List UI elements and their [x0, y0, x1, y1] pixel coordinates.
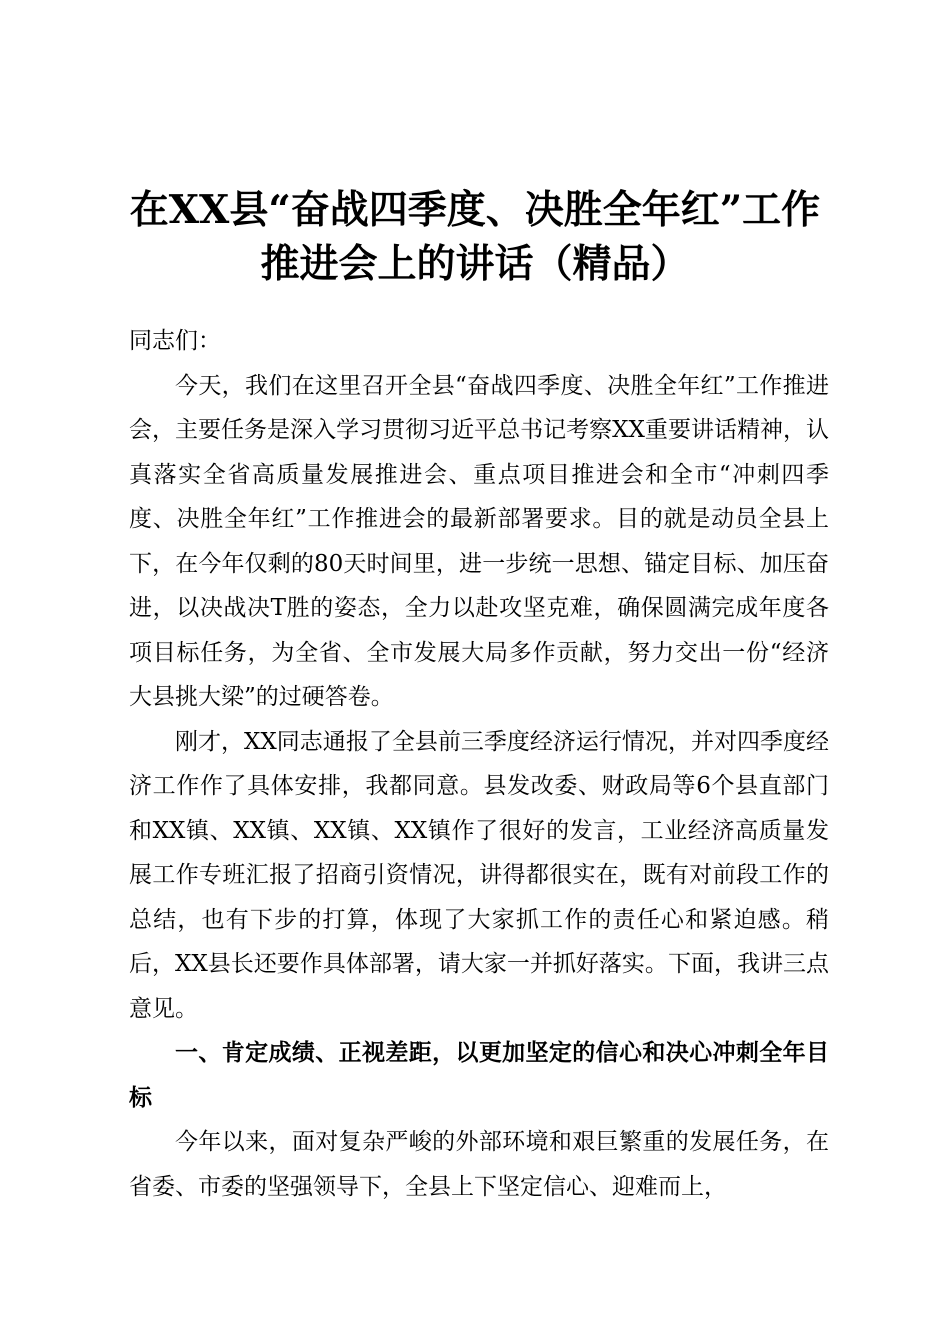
section-heading: 一、肯定成绩、正视差距，以更加坚定的信心和决心冲刺全年目标 — [129, 1039, 829, 1111]
document-body — [129, 319, 829, 1209]
paragraph-section-1: 今年以来，面对复杂严峻的外部环境和艰巨繁重的发展任务，在省委、市委的坚强领导下，全县上下坚定信心、迎难而上， — [129, 1129, 829, 1200]
title-line-1: 在XX县“奋战四季度、决胜全年红”工作 — [129, 187, 821, 233]
paragraph-review: 刚才，XX同志通报了全县前三季度经济运行情况，并对四季度经济工作作了具体安排，我都同意。县发改委、财政局等6个县直部门和XX镇、XX镇、XX镇、XX镇作了很好的发言，工业经济高质量发展工作专班汇报了招商引资情况，讲得都很实在，既有对前段工作的总结，也有下步的打算，体现了大家抓工作的责任心和紧迫感。稍后，XX县长还要作具体部署，请大家一并抓好落实。下面，我讲三点意见。 — [129, 728, 829, 1022]
document-title — [100, 183, 850, 291]
salutation: 同志们： — [129, 328, 221, 354]
paragraph-intro: 今天，我们在这里召开全县“奋战四季度、决胜全年红”工作推进会，主要任务是深入学习贯彻习近平总书记考察XX重要讲话精神，认真落实全省高质量发展推进会、重点项目推进会和全市“冲刺四季度、决胜全年红”工作推进会的最新部署要求。目的就是动员全县上下，在今年仅剩的80天时间里，进一步统一思想、锚定目标、加压奋进，以决战决T胜的姿态，全力以赴攻坚克难，确保圆满完成年度各项目标任务，为全省、全市发展大局多作贡献，努力交出一份“经济大县挑大梁”的过硬答卷。 — [129, 372, 829, 710]
title-line-2: 推进会上的讲话（精品） — [260, 241, 690, 287]
